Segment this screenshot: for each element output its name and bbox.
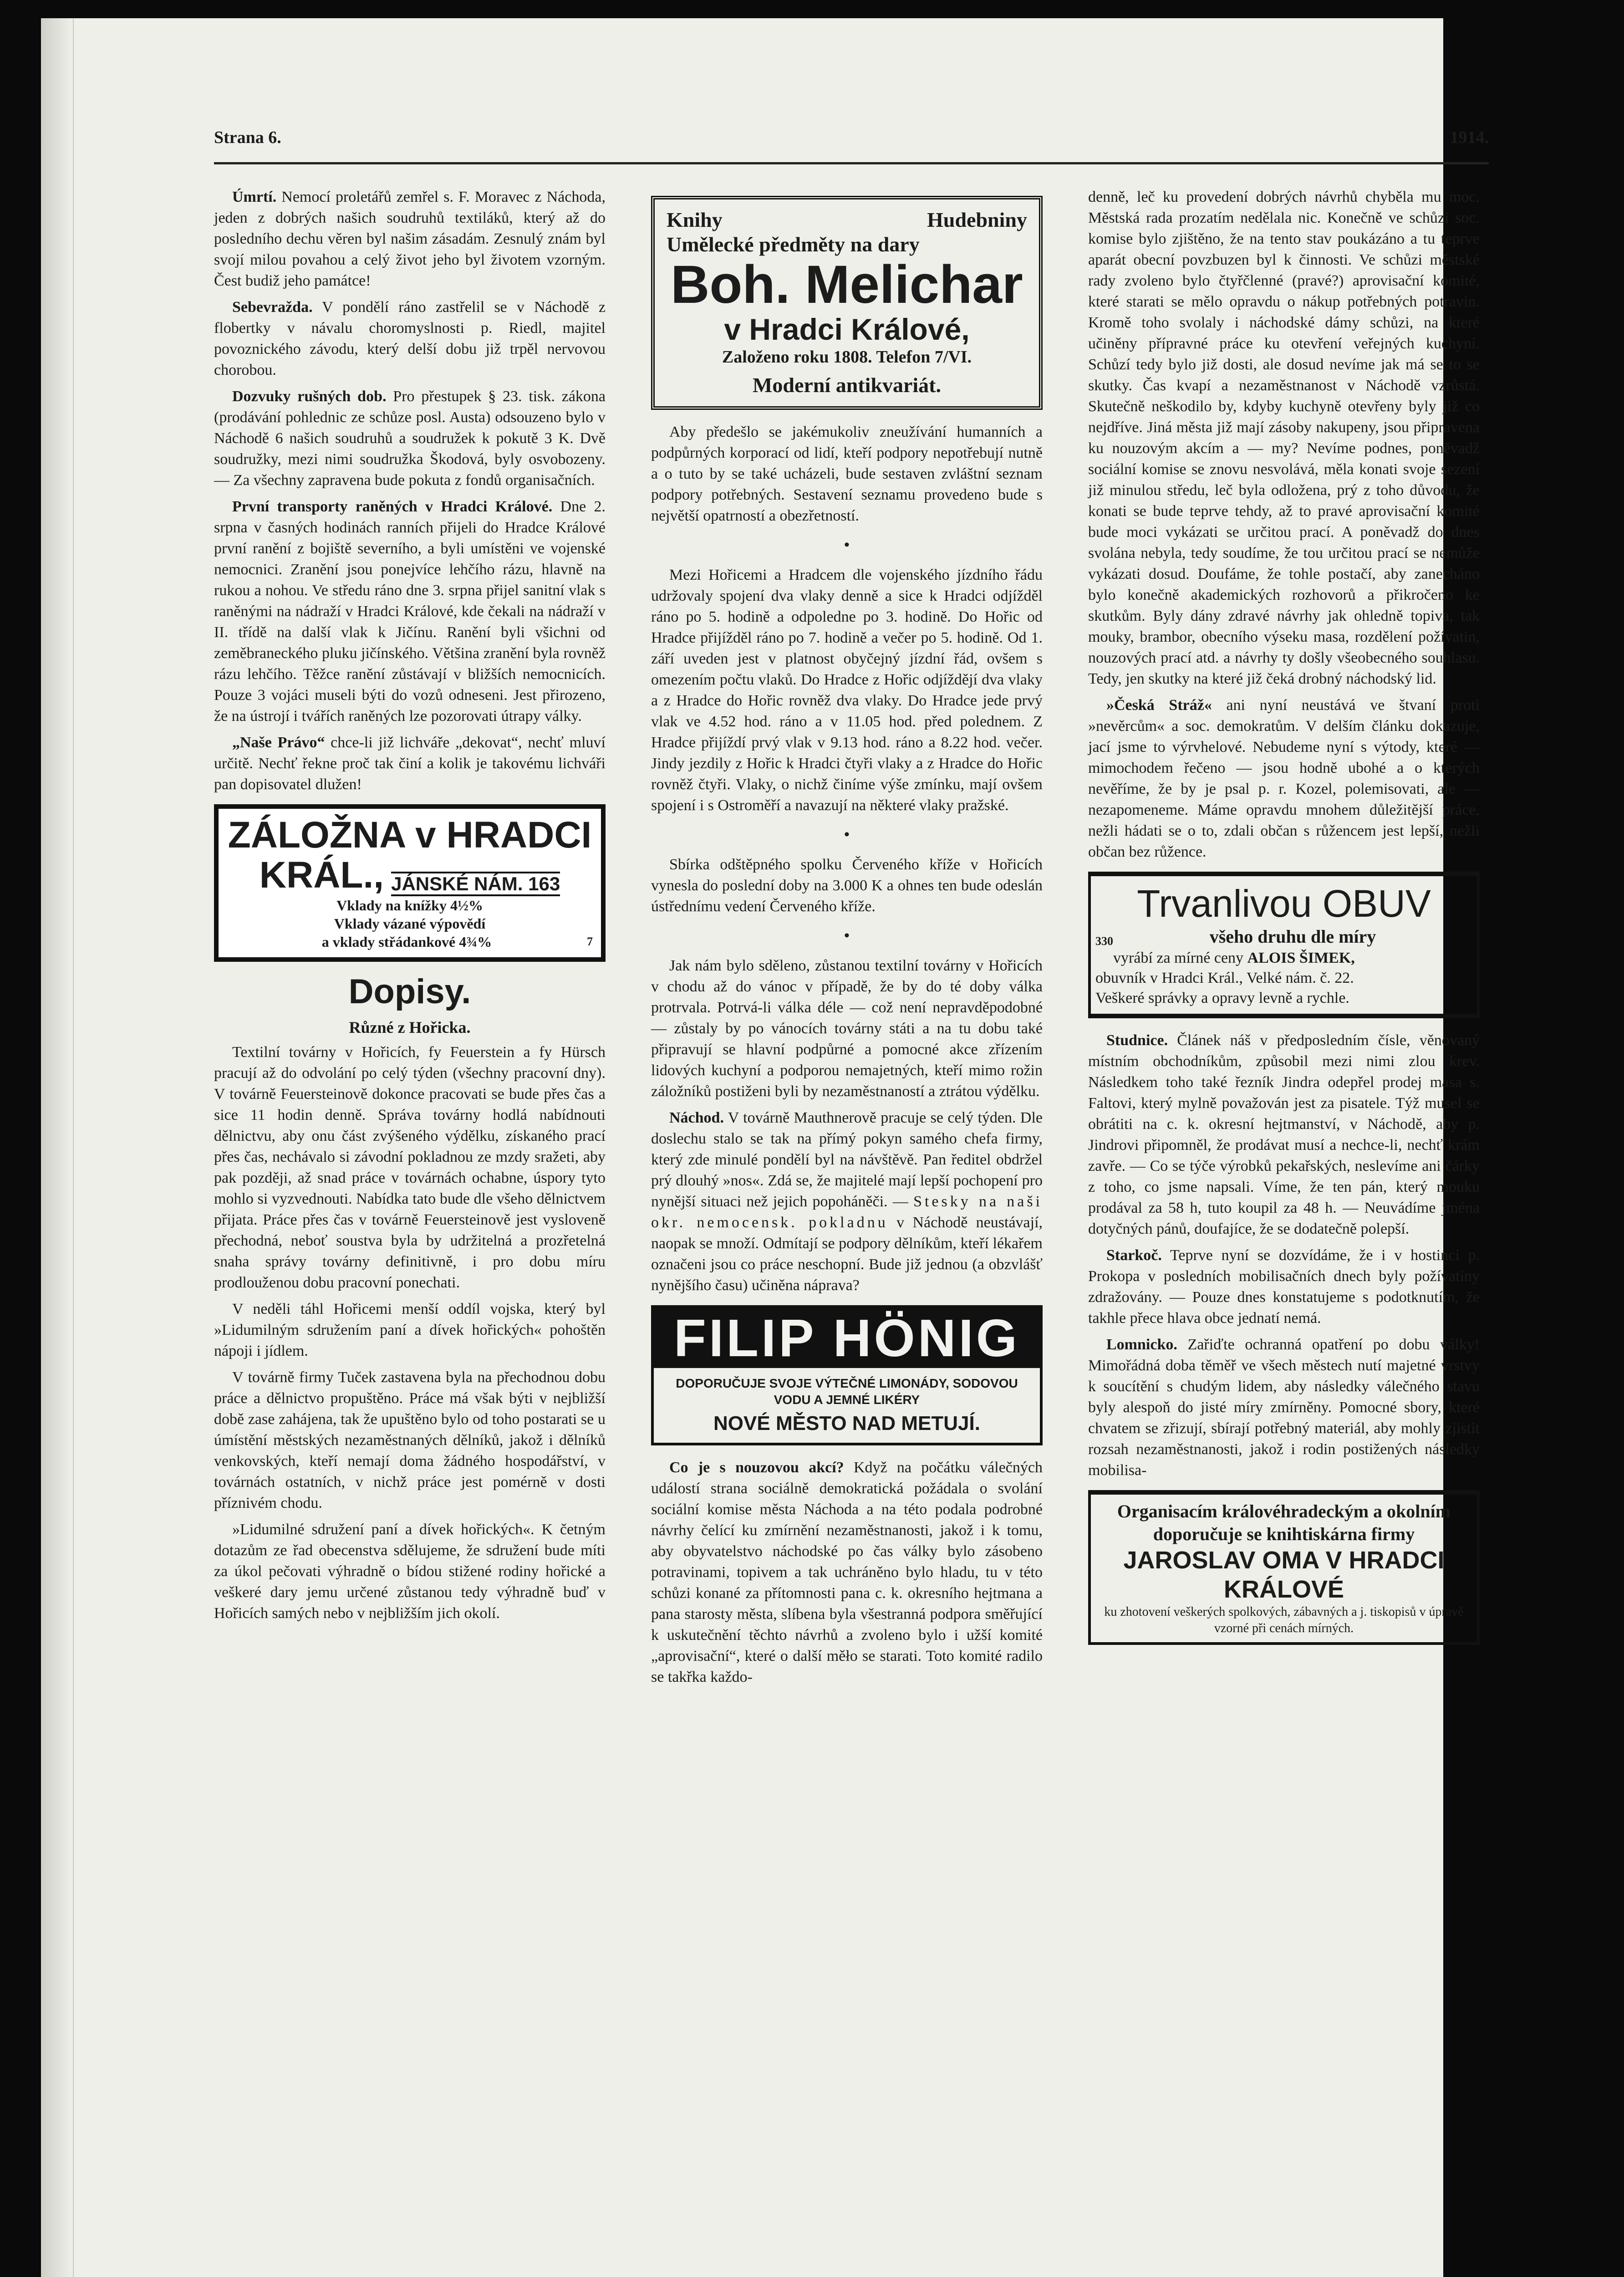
paragraph: Aby předešlo se jakémukoliv zneužívání humanních a podpůrných korporací od lidí, kteří podpory nepotřebují nutně a o tuto by se také ucházeli, bude sestaven zvláštní seznam podpory potřebných. Sestavení seznamu provedeno bude s největší opatrností a obezřetností. [651,424,1043,524]
article-text: V pondělí ráno zastřelil se v Náchodě z flobertky v návalu choromyslnosti p. Riedl, majitel povoznického závodu, který delší dobu již trpěl nervovou chorobou. [214,299,606,378]
ad-melichar-music: Hudebniny [927,208,1027,231]
page-year: 1914. [1450,128,1489,147]
section-subtitle: Různé z Hořicka. [349,1018,471,1037]
ad-obuv [1088,872,1480,1018]
article-heading: Co je s nouzovou akcí? [669,1459,844,1476]
article-sebevrazda [214,297,606,381]
separator: • [844,826,850,843]
article-text: ani nyní neustává ve štvaní proti »nevěrcům« a soc. demokratům. V delším článku dokazuje, jací jsme to výrvhelové. Nebudeme nyní s výtody, které — mimochodem řečeno — jsou hodně ubohé a o kterých nevěříme, že by je psal p. r. Kozel, polemisovati, ale — nezapomeneme. Máme opravdu mnohem důležitější práce, nežli hádati se o to, zdali občan s růžencem jest lepší, nežli občan bez růžence. [1088,697,1480,860]
article-nachod [651,1108,1043,1296]
article-nase-pravo [214,732,606,795]
section-title-dopisy: Dopisy. [348,972,471,1011]
article-spaced-text: Stesky na naši okr. nemocensk. pokladnu [651,1193,1043,1231]
page-number: Strana 6. [214,128,281,147]
ad-obuv-address: obuvník v Hradci Král., Velké nám. č. 22. [1095,970,1354,986]
article-text: Teprve nyní se dozvídáme, že i v hostinci p. Prokopa v posledních mobilisačních dnech byly požívatiny zdražovány. — Pouze dnes konstatujeme s podotknutím, že takhle přece hlava obce jednatí nemá. [1088,1247,1480,1327]
article-text: Dne 2. srpna v časných hodinách ranních přijeli do Hradce Králové první ranění z bojiště severního, a byli umístěni ve vojenské nemocnici. Zranění jsou ponejvíce lehčího rázu, hlavně na rukou a nohou. Ve středu ráno dne 3. srpna přijel sanitní vlak s raněnými na nádraží v Hradci Králové, kde čekali na nádraží v II. třídě na další vlak k Jičínu. Ranění byli všichni od zeměbraneckého pluku jičínského. Většina zranění byla rovněž rázu lehčího. Těžce ranění zůstávají v bližších nemocnicích. Pouze 3 vojáci museli býti do vozů odneseni. Jest přirozeno, že na ústrojí i tvářích raněných lze pozorovati útrapy války. [214,498,606,725]
article-studnice [1088,1030,1480,1240]
article-starkoc [1088,1245,1480,1329]
article-text: Nemocí proletářů zemřel s. F. Moravec z Náchoda, jeden z dobrých našich soudruhů textiláků, který až do posledního dechu věren byl našim zásadám. Zesnulý znám byl svojí milou povahou a celý život jeho byl životem vzorným. Čest budiž jeho památce! [214,189,606,289]
ad-knihtiskarna [1088,1490,1480,1645]
paragraph: »Lidumilné sdružení paní a dívek hořických«. K četným dotazům ze řad obecenstva sdělujeme, že sdružení bude míti za úkol pečovati výhradně o bídou stižené rodiny hořické a veškeré dary jemu určené zůstanou tedy výhradně buď v Hořicích samých nebo v nejbližším jich okolí. [214,1521,606,1622]
ad-obuv-subtitle: všeho druhu dle míry [1209,926,1376,947]
ad-zalozna-line3: Vklady na knížky 4½% [336,897,483,914]
ad-melichar-founded: Založeno roku 1808. Telefon 7/VI. [722,347,972,367]
article-heading: Úmrtí. [232,189,277,205]
article-ceska-straz [1088,695,1480,863]
article-text: Když na počátku válečných událostí strana sociálně demokratická požádala o svolání sociální komise města Náchoda a na této podala podrobné návrhy čelící ku zmírnění nezaměstnanosti, jakož i k tomu, aby obyvatelstvo náchodské po čas války bylo zásobeno potravinami, topivem a tak uchráněno bylo hladu, tu v této schůzi konané za přítomnosti pana c. k. okresního hejtmana a pana starosty města, slíbena byla všestranná podpora směřující k uskutečnění těchto návrhů a zvoleno bylo i užší komité „aprovisační“, které o další měło se starati. Toto komité radilo se takřka každo- [651,1459,1043,1685]
ad-filip-products: DOPORUČUJE SVOJE VÝTEČNÉ LIMONÁDY, SODOVOU VODU A JEMNÉ LIKÉRY [676,1376,1018,1407]
article-heading: Starkoč. [1106,1247,1162,1264]
article-text: Článek náš v předposledním čísle, věnovaný místním obchodníkům, způsobil mezi nimi zlou krev. Následkem toho také řezník Jindra odepřel prodej masa s. Faltovi, který mylně považován jest za pisatele. Týž musel se obrátiti na c. k. okresní hejtmanství, v Náchodě, aby p. Jindrovi připomněl, že prodávat musí a nechce-li, nechť krám zavře. — Co se týče výrobků pekařských, neslevíme ani čárky z toho, co jsme napsali. Víme, že ten pán, který mouku prodával za 58 h, tuto koupil za 48 h. — Neuvádíme jména dotyčných pánů, doufajíce, že se dodatečně polepší. [1088,1032,1480,1237]
article-heading: Sebevražda. [232,299,313,316]
ad-melichar-books: Knihy [667,208,723,231]
column-3 [1088,187,1480,1657]
article-text: V továrně Mauthnerově pracuje se celý týden. Dle doslechu stalo se tak na přímý pokyn samého chefa firmy, který zde minulé pondělí byl na návštěvě. Pan ředitel obdržel prý dlouhý »nos«. Zdá se, že majitelé mají lepší pochopení pro nynější situaci než jejich popoháněči. — [651,1109,1043,1210]
article-heading: Dozvuky rušných dob. [232,388,387,405]
ad-org-name: JAROSLAV OMA V HRADCI KRÁLOVÉ [1123,1547,1445,1603]
ad-zalozna-line5: a vklady střádankové 4¾% [321,934,492,950]
ad-zalozna-line2: KRÁL., [259,854,384,896]
ad-obuv-title: Trvanlivou OBUV [1137,882,1431,925]
paragraph: Textilní továrny v Hořicích, fy Feuerstein a fy Hürsch pracují až do odvolání po celý týden (všechny pracovní dny). V továrně Feuersteinově dokonce pracovati se bude přes čas a sice 11 hodin denně. Správa továrny hodlá nabídnouti dělnictvu, aby onu část zvýšeného výdělku, získaného prací přes čas, nechávalo si závodní pokladnou ze mzdy sražeti, aby pak později, až snad práce v továrnách ochabne, úspory tyto mohlo si vyzvednouti. Nabídka tato bude dle všeho dělnictvem přijata. Práce přes čas v továrně Feuersteinově jest vysloveně přechodná, neboť soustva byla by udržitelná a prozřetelná snaha správy továrny definitivně, i pro dobu míru prodlouženou dobu pracovní ponechati. [214,1044,606,1292]
article-umrti [214,187,606,291]
ad-filip-honig [651,1305,1043,1445]
article-text: chce-li již lichváře „dekovat“, nechť mluví určitě. Nechť řekne proč tak činí a kolik je takovému lichváři pan dopisovatel dlužen! [214,734,606,793]
ad-melichar-name: Boh. Melichar [671,255,1023,315]
ad-melichar-city: v Hradci Králové, [724,312,970,346]
article-text: v Náchodě neustávají, naopak se množí. Odmítají se podpory dělníkům, kteří lékařem označeni jsou co práce neschopní. Bude již jednou (a obzvlášť nynějšího času) učiněna náprava? [651,1214,1043,1294]
article-dozvuky [214,386,606,491]
column-1 [214,187,606,1629]
ad-zalozna-address: JÁNSKÉ NÁM. 163 [391,872,560,896]
separator: • [844,927,850,944]
newspaper-page [41,18,1489,2277]
page-binding-edge [41,18,74,2277]
paragraph: Jak nám bylo sděleno, zůstanou textilní továrny v Hořicích v chodu až do vánoc v případě, že by do té doby válka protrvala. Potrvá-li válka déle — což není nepravděpodobné — zůstaly by po vánocích továrny státi a na tu dobu také připravují se hlavní podpůrné a pomocné akce zřízením lidových kuchyní a podporou nemajetných, kteří mimo rožin záložníků postiženi byli by nezaměstnaností a ztrátou výdělku. [651,957,1043,1100]
article-heading: Lomnicko. [1106,1336,1177,1353]
header-rule [214,162,1489,164]
ad-obuv-repairs: Veškeré správky a opravy levně a rychle. [1095,990,1349,1006]
ad-filip-city: NOVÉ MĚSTO NAD METUJÍ. [713,1412,980,1435]
paragraph: V neděli táhl Hořicemi menší oddíl vojska, který byl »Lidumilným sdružením paní a dívek hořických« pohoštěn nápoji i jídlem. [214,1301,606,1360]
ad-zalozna-line4: Vklady vázané výpovědí [334,915,486,932]
ad-melichar [651,196,1043,410]
ad-melichar-gifts: Umělecké předměty na dary [667,233,920,256]
page-header [214,128,1489,159]
ad-obuv-text: vyrábí za mírné ceny [1113,950,1244,966]
ad-filip-name: FILIP HÖNIG [654,1308,1040,1368]
ad-obuv-name: ALOIS ŠIMEK, [1247,950,1355,966]
article-text: Pro přestupek § 23. tisk. zákona (prodávání pohlednic ze schůze posl. Austa) odsouzeno bylo v Náchodě 6 našich soudruhů a soudružek k pokutě 3 K. Dvě soudružky, mezi nimi soudružka Škodová, byly osvobozeny. — Za všechny zapravena bude pokuta z fondů organisačních. [214,388,606,489]
article-lomnicko [1088,1334,1480,1481]
ad-zalozna-line1: ZÁLOŽNA v HRADCI [228,814,592,856]
paragraph: Sbírka odštěpného spolku Červeného kříže v Hořicích vynesla do poslední doby na 3.000 K a ohnes ten bude odeslán ústřednímu vedení Červeného kříže. [651,856,1043,915]
ad-org-line1: Organisacím královéhradeckým a okolním doporučuje se knihtiskárna firmy [1117,1501,1451,1544]
article-heading: Náchod. [669,1109,724,1126]
article-heading: Studnice. [1106,1032,1168,1049]
ad-zalozna [214,804,606,962]
paragraph: Mezi Hořicemi a Hradcem dle vojenského jízdního řádu udržovaly spojení dva vlaky denně a sice k Hradci odjížděl ráno po 5. hodině a odpoledne po 3. hodině. Do Hořic od Hradce přijížděl ráno po 7. hodině a večer po 5. hodině. Od 1. září uveden jest v platnost obyčejný jízdní řád, ovšem s omezením počtu vlaků. Do Hradce z Hořic odjíždějí dva vlaky a z Hradce do Hořic rovněž dva vlaky. Do Hradce jede prvý vlak ve 4.52 hod. ráno a v 11.05 hod. před polednem. Z Hradce přijíždí prvý vlak v 9.13 hod. ráno a 8.22 hod. večer. Jindy jezdily z Hořic k Hradci čtyři vlaky a z Hradce do Hořic rovněž čtyři. Vlaky, o nichž činíme výše zmínku, mají ovšem spojení i s Ostroměří a navazují na některé vlaky pražské. [651,567,1043,814]
paragraph: denně, leč ku provedení dobrých návrhů chyběla mu moc. Městská rada prozatím nedělala nic. Konečně ve schůzi soc. komise bylo zjištěno, že na tento stav poukázáno a tu teprve aparát obecní povzbuzen byl k činnosti. Ve schůzi městské rady zvoleno bylo čtyřčlenné (pravé?) aprovisační komité, které starati se mělo opravdu o nákup potřebných potravin. Kromě toho svolaly i náchodské dámy schůzi, na které učiněny přípravné práce ku otevření veřejných kuchyní. Schůzí tedy bylo již dosti, ale dosud nevíme jak má se to se skutky. Čas kvapí a nezaměstnanost v Náchodě vzrůstá. Skutečně neškodilo by, kdyby kuchyně otevřeny byly již co nejdříve. Jiná města již mají zásoby nakupeny, jsou připravena ku nouzovým akcím a — my? Nevíme podnes, poněvadž sociální komise se znovu nesvolává, měla konati svoje sezení již minulou středu, leč byla odložena, prý z toho důvodu, že konati se bude teprve tehdy, až to pravé aprovisační komité bude moci vykázati se určitou prací. A poněvadž do dnes svolána nebyla, tedy soudíme, že tou určitou prací se nemůže vykázati dosud. Doufáme, že tohle postačí, aby zanecháno bylo konečně akademických rozhovorů a přikročeno ke skutkům. Byly dány zdravé návrhy jak ohledně topiva, tak mouky, brambor, obecního výseku masa, rozdělení požívatin, nouzových prací atd. a návrhy ty došly všeobecného souhlasu. Tedy, jen skutky na které již čeká drobný náchodský lid. [1088,189,1480,687]
article-heading: „Naše Právo“ [232,734,325,751]
paragraph: V továrně firmy Tuček zastavena byla na přechodnou dobu práce a dělnictvo propuštěno. Práce má však býti v nejbližší době zase zahájena, tak že upuštěno bylo od toho postarati se u úmístění městských nezaměstnaných dělníků, jakož i dělníků venkovských, kteří nemají doma žádného hospodářství, v továrnách ostatních, v nichž práce jest pomérně v dosti příznivém chodu. [214,1369,606,1512]
ad-org-line3: ku zhotovení veškerých spolkových, zábavných a j. tiskopisů v úpravě vzorné při cenách mírných. [1104,1605,1464,1635]
column-2 [651,187,1043,1693]
ad-melichar-antikvariat: Moderní antikvariát. [753,373,941,397]
article-text: Zařiďte ochranná opatření po dobu války! Mimořádná doba těměř ve všech městech nutí majetné vrstvy k soucítění s chudým lidem, aby následky válečného stavu byly alespoň do jisté míry zmírněny. Pomocné sbory, které chvatem se zřizují, sbírají potřebný materiál, aby mohly zjistit rozsah nezaměstnanosti, jakož i rodin postižených následky mobilisa- [1088,1336,1480,1479]
article-transporty [214,496,606,727]
ad-obuv-number: 330 [1095,934,1113,948]
separator: • [844,536,850,553]
ad-zalozna-number: 7 [587,935,593,949]
article-heading: »Česká Stráž« [1106,697,1212,714]
article-heading: První transporty raněných v Hradci Králové. [232,498,553,515]
article-nouzova-akce [651,1457,1043,1688]
